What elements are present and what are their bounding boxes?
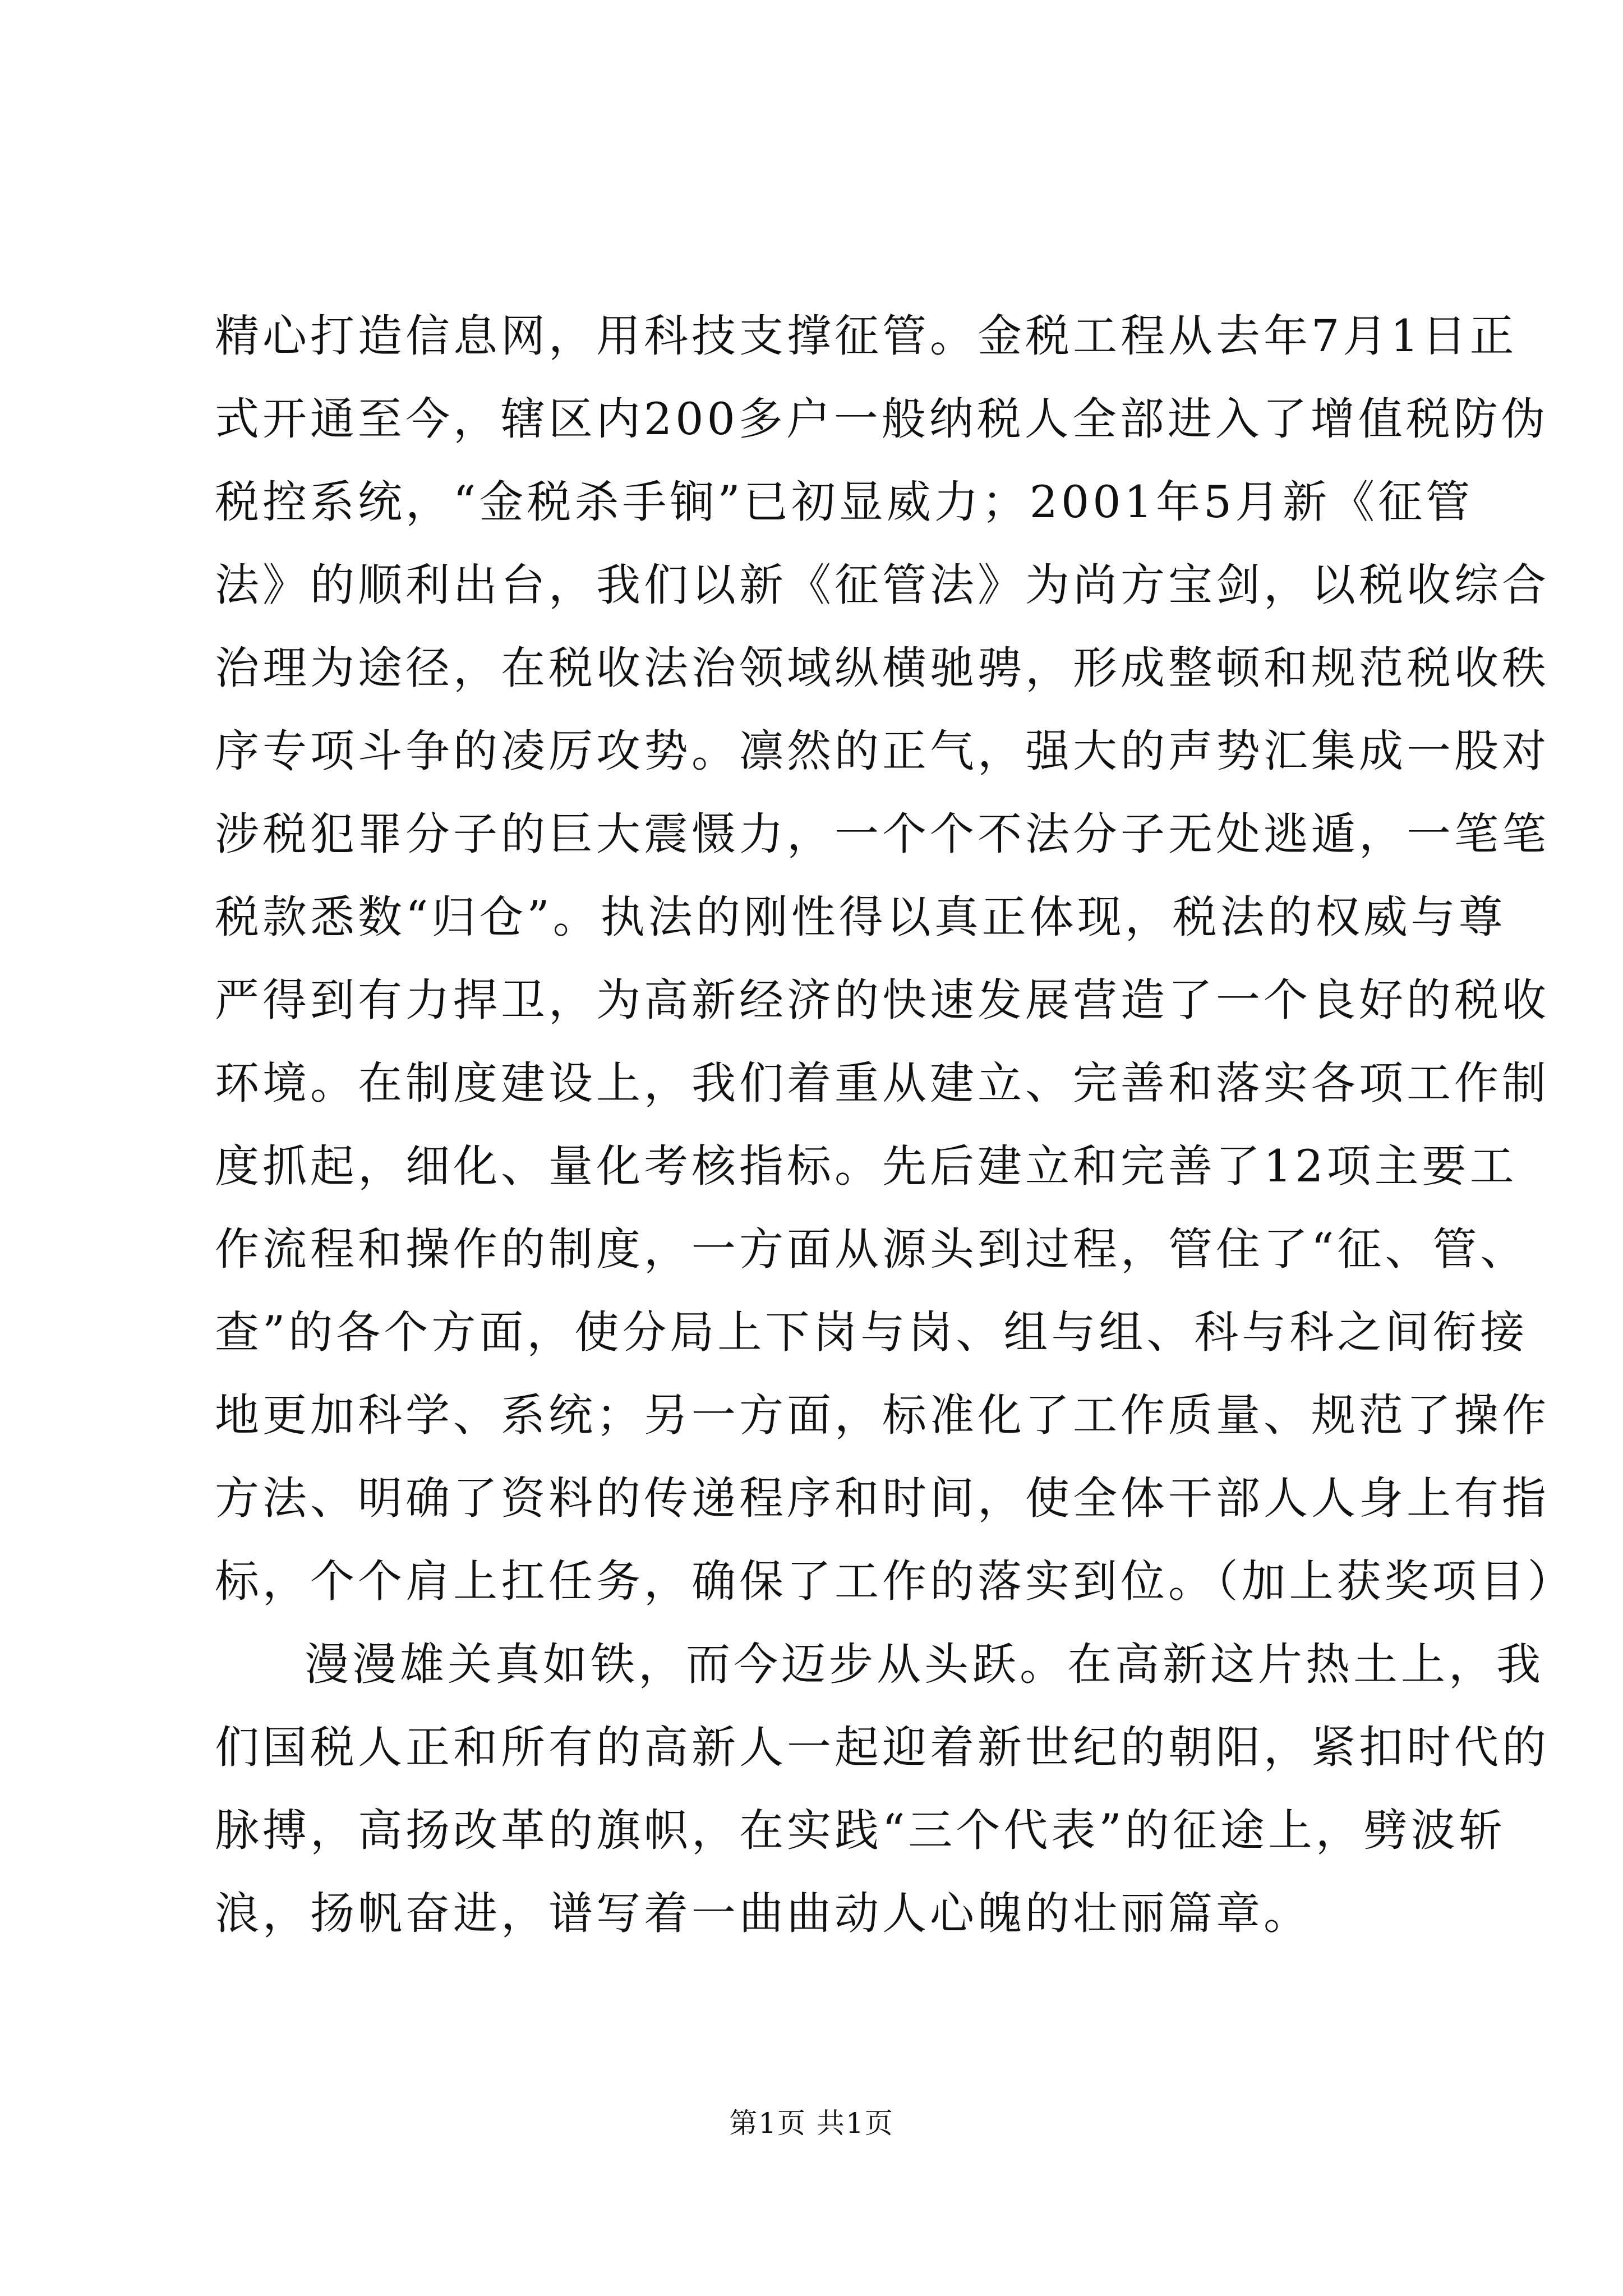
paragraph-1-line: 法》的顺利出台，我们以新《征管法》为尚方宝剑，以税收综合 (215, 559, 1550, 611)
paragraph-1-line: 税控系统，“金税杀手锏”已初显威力；2001年5月新《征管 (215, 476, 1474, 528)
paragraph-2-line: 脉搏，高扬改革的旗帜，在实践“三个代表”的征途上，劈波斩 (215, 1805, 1506, 1856)
paragraph-1-line: 治理为途径，在税收法治领域纵横驰骋，形成整顿和规范税收秩 (215, 642, 1550, 694)
paragraph-1-line: 税款悉数“归仓”。执法的刚性得以真正体现，税法的权威与尊 (215, 891, 1506, 943)
paragraph-1-line: 标，个个肩上扛任务，确保了工作的落实到位。（加上获奖项目） (215, 1556, 1575, 1607)
paragraph-2-line: 们国税人正和所有的高新人一起迎着新世纪的朝阳，紧扣时代的 (215, 1722, 1550, 1773)
paragraph-1-line: 方法、明确了资料的传递程序和时间，使全体干部人人身上有指 (215, 1473, 1550, 1524)
paragraph-1-line: 作流程和操作的制度，一方面从源头到过程，管住了“征、管、 (215, 1223, 1528, 1275)
paragraph-1-line: 式开通至今，辖区内200多户一般纳税人全部进入了增值税防伪 (215, 393, 1549, 445)
paragraph-1-line: 严得到有力捍卫，为高新经济的快速发展营造了一个良好的税收 (215, 974, 1550, 1026)
paragraph-1-line: 度抓起，细化、量化考核指标。先后建立和完善了12项主要工 (215, 1140, 1518, 1192)
document-body (215, 295, 1575, 1955)
paragraph-1-line: 查”的各个方面，使分局上下岗与岗、组与组、科与科之间衔接 (215, 1306, 1528, 1358)
paragraph-1-line: 序专项斗争的凌厉攻势。凛然的正气，强大的声势汇集成一股对 (215, 725, 1550, 777)
page-footer: 第1页 共1页 (729, 2107, 894, 2139)
paragraph-1-line: 地更加科学、系统；另一方面，标准化了工作质量、规范了操作 (215, 1389, 1550, 1441)
paragraph-1-line: 环境。在制度建设上，我们着重从建立、完善和落实各项工作制 (215, 1057, 1550, 1109)
paragraph-1-line: 精心打造信息网，用科技支撑征管。金税工程从去年7月1日正 (215, 310, 1518, 362)
paragraph-1-line: 涉税犯罪分子的巨大震慑力，一个个不法分子无处逃遁，一笔笔 (215, 808, 1550, 860)
paragraph-2-line: 漫漫雄关真如铁，而今迈步从头跃。在高新这片热土上，我 (305, 1639, 1544, 1690)
paragraph-2-line: 浪，扬帆奋进，谱写着一曲曲动人心魄的壮丽篇章。 (215, 1888, 1311, 1939)
